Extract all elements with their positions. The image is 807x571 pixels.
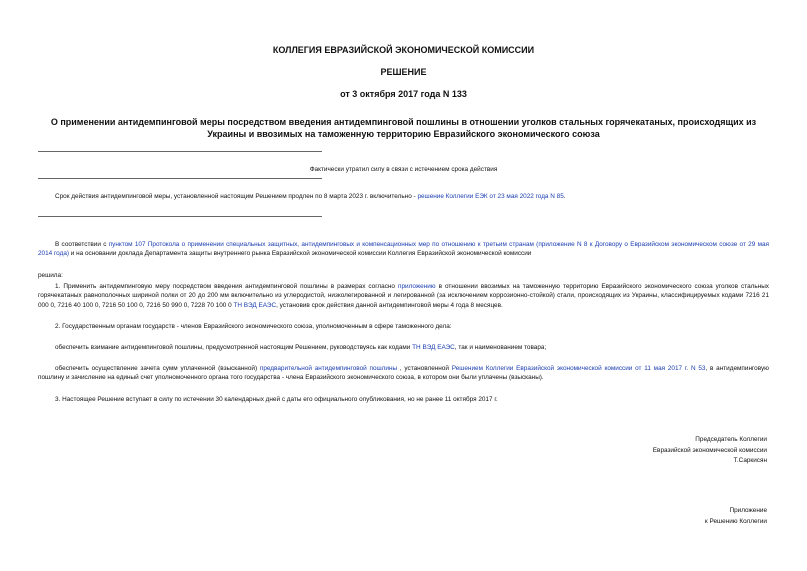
item-1-text-3: , установив срок действия данной антидемпинговой меры 4 года 8 месяцев. xyxy=(276,301,503,309)
item-1-text-2: в отношении ввозимых на таможенную территорию Евразийского экономического союза уголков стальных горячекатаных равнополочных шириной полки от 20 до 200 мм включительно из углеродистой, низколегированной и легированной (за исключением коррозионно-стойкой) стали, происходящих из Украины, классифицируемых кодами 7216 21 000 0, 7216 40 100 0, 7216 50 100 0, 7216 50 990 0, 7228 70 100 0 xyxy=(38,283,770,309)
signature-organization: Евразийской экономической комиссии xyxy=(652,446,767,454)
tn-ved-link-2[interactable]: ТН ВЭД ЕАЭС xyxy=(412,344,455,351)
preamble-text-1: В соответствии с xyxy=(55,241,109,248)
item-2a-text-2: , так и наименованием товара; xyxy=(454,344,547,351)
item-2b-text-1: обеспечить осуществление зачета сумм уплаченной (взысканной) xyxy=(55,365,260,372)
signature-block xyxy=(653,435,767,467)
item-2b-paragraph xyxy=(38,364,769,383)
decision-53-link[interactable]: Решением Коллегии Евразийской экономической комиссии от 11 мая 2017 г. N 53 xyxy=(451,365,706,372)
item-2b-text-2: , установленной xyxy=(397,365,452,372)
item-1-text-1: 1. Применить антидемпинговую меру посредством введения антидемпинговой пошлины в размерах согласно xyxy=(55,283,398,290)
preamble-paragraph xyxy=(38,240,769,259)
item-2a-text-1: обеспечить взимание антидемпинговой пошлины, предусмотренной настоящим Решением, руководствуясь как кодами xyxy=(55,344,413,351)
item-2-paragraph: 2. Государственным органам государств - членов Евразийского экономического союза, уполномоченным в сфере таможенного дела: xyxy=(55,323,452,330)
divider-status xyxy=(38,178,322,179)
divider-bottom xyxy=(38,216,322,217)
extension-note-text: Срок действия антидемпинговой меры, установленной настоящим Решением продлен по 8 марта 2023 г. включительно - xyxy=(55,193,418,200)
extension-decision-link[interactable]: решение Коллегии ЕЭК от 23 мая 2022 года N 85 xyxy=(417,193,564,200)
signature-name: Т.Саркисян xyxy=(733,457,767,465)
document-type-heading: РЕШЕНИЕ xyxy=(380,67,427,77)
decided-label: решила: xyxy=(38,272,63,279)
divider-top xyxy=(38,151,322,152)
preamble-text-2: и на основании доклада Департамента защиты внутреннего рынка Евразийской экономической комиссии Коллегия Евразийской экономической комиссии xyxy=(69,250,532,258)
protocol-link[interactable]: пунктом 107 Протокола о применении специальных защитных, антидемпинговых и компенсационных мер по отношению к третьим странам (приложение N 8 к Договору о Евразийском экономическом союзе от 29 мая 2014 года) xyxy=(38,241,770,258)
extension-note xyxy=(55,192,770,201)
extension-note-end: . xyxy=(563,193,566,200)
organization-heading: КОЛЛЕГИЯ ЕВРАЗИЙСКОЙ ЭКОНОМИЧЕСКОЙ КОМИССИИ xyxy=(272,45,535,55)
item-2a-paragraph xyxy=(55,343,769,352)
appendix-link[interactable]: приложению xyxy=(398,283,436,290)
signature-position: Председатель Коллегии xyxy=(695,436,767,443)
document-date-number: от 3 октября 2017 года N 133 xyxy=(340,89,467,99)
item-2b-text-3: , в антидемпинговую пошлину и зачисление на единый счет уполномоченного органа того государства - члена Евразийского экономического союза, в котором они были уплачены (взысканы). xyxy=(38,365,769,382)
tn-ved-link[interactable]: ТН ВЭД ЕАЭС xyxy=(233,301,277,309)
status-note: Фактически утратил силу в связи с истечением срока действия xyxy=(309,166,498,173)
document-title: О применении антидемпинговой меры посредством введения антидемпинговой пошлины в отношении уголков стальных горячекатаных, происходящих из Украины и ввозимых на таможенную территорию Евразийского экономического союза xyxy=(50,117,757,139)
appendix-caption-line-2: к Решению Коллегии xyxy=(704,517,767,525)
appendix-caption-line-1: Приложение xyxy=(729,507,767,514)
appendix-caption xyxy=(705,506,767,527)
item-1-paragraph xyxy=(38,282,769,310)
preliminary-duty-link[interactable]: предварительной антидемпинговой пошлины xyxy=(259,365,398,372)
item-3-paragraph: 3. Настоящее Решение вступает в силу по истечении 30 календарных дней с даты его официального опубликования, но не ранее 11 октября 2017 г. xyxy=(55,396,498,403)
